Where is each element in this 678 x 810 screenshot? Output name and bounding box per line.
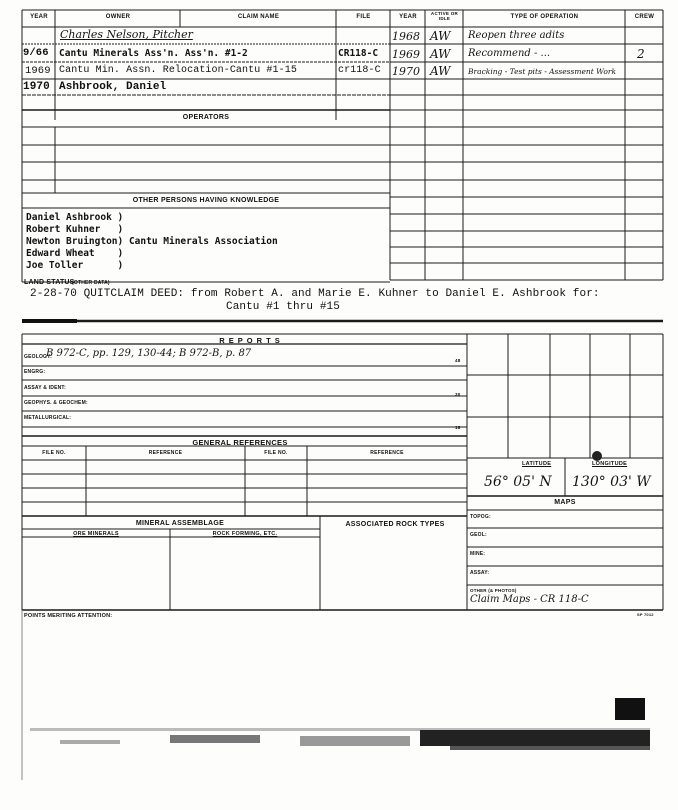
land-status-sublabel: (OTHER DATA)	[72, 280, 110, 286]
engrg-label: ENGRG:	[24, 369, 46, 375]
operators-heading: OPERATORS	[182, 114, 230, 121]
op-row-1-year: 1968	[392, 30, 420, 43]
maps-assay-label: ASSAY:	[470, 570, 490, 576]
latitude-label: LATITUDE	[522, 461, 552, 467]
knowledge-line: Joe Toller )	[26, 260, 124, 271]
scale-mark: 30	[455, 392, 461, 397]
maps-geol-label: GEOL:	[470, 532, 487, 538]
op-row-3-year: 1970	[392, 65, 420, 78]
scale-mark: 18	[455, 425, 461, 430]
knowledge-line: Edward Wheat )	[26, 248, 124, 259]
maps-mine-label: MINE:	[470, 551, 486, 557]
mineral-assemblage-heading: MINERAL ASSEMBLAGE	[135, 520, 225, 527]
map-pin-dot	[592, 451, 602, 461]
col-header-file: FILE	[356, 14, 371, 20]
general-references-heading: GENERAL REFERENCES	[192, 438, 288, 447]
land-status-line-1: 2-28-70 QUITCLAIM DEED: from Robert A. and Marie E. Kuhner to Daniel E. Ashbrook for:	[30, 288, 600, 300]
scan-smudge	[22, 319, 77, 323]
owner-row-4-claim: Ashbrook, Daniel	[59, 81, 167, 93]
knowledge-line: Newton Bruington) Cantu Minerals Association	[26, 236, 278, 247]
col-header-owner: OWNER	[105, 14, 131, 20]
ref-col-reference: REFERENCE	[148, 450, 183, 456]
ref-col-file-no-2: FILE NO.	[264, 450, 288, 456]
reports-heading: R E P O R T S	[219, 336, 281, 345]
associated-rock-types-header: ASSOCIATED ROCK TYPES	[345, 521, 445, 528]
knowledge-line: Robert Kuhner )	[26, 224, 124, 235]
longitude-value: 130° 03' W	[572, 474, 651, 490]
op-row-1-status: AW	[430, 29, 451, 43]
geology-value: B 972-C, pp. 129, 130-44; B 972-B, p. 87	[46, 348, 252, 359]
scan-noise-band	[30, 728, 650, 750]
assay-ident-label: ASSAY & IDENT:	[24, 385, 66, 391]
col-header-year: YEAR	[30, 14, 48, 20]
geophys-label: GEOPHYS. & GEOCHEM:	[24, 400, 88, 406]
owner-row-3-claim: Cantu Min. Assn. Relocation-Cantu #1-15	[59, 65, 297, 76]
owner-row-1: Charles Nelson, Pitcher	[60, 28, 193, 41]
owner-row-3-file: cr118-C	[338, 65, 381, 76]
knowledge-list	[26, 212, 278, 272]
owner-row-2-year: 9/66	[23, 47, 49, 59]
op-row-3-type: Bracking - Test pits - Assessment Work	[468, 67, 616, 76]
owner-row-2-claim: Cantu Minerals Ass'n. Ass'n. #1-2	[59, 48, 248, 59]
col-header-claim-name: CLAIM NAME	[237, 14, 280, 20]
points-meriting-attention-label: POINTS MERITING ATTENTION:	[24, 613, 113, 619]
maps-other-value: Claim Maps - CR 118-C	[470, 594, 589, 605]
land-status-line-2: Cantu #1 thru #15	[226, 301, 340, 313]
longitude-label: LONGITUDE	[592, 461, 628, 467]
op-row-1-type: Reopen three adits	[468, 30, 565, 41]
ref-col-file-no: FILE NO.	[42, 450, 66, 456]
op-row-2-status: AW	[430, 47, 451, 61]
form-number: SP 7012	[637, 612, 654, 617]
ref-col-reference-2: REFERENCE	[370, 450, 404, 456]
col-header-active-idle: ACTIVE OR IDLE	[430, 11, 459, 21]
op-row-2-type: Recommend - ...	[468, 48, 551, 59]
op-row-2-year: 1969	[392, 48, 420, 61]
knowledge-line: Daniel Ashbrook )	[26, 212, 124, 223]
op-row-3-status: AW	[430, 64, 451, 78]
maps-heading: MAPS	[554, 499, 576, 506]
owner-row-3-year: 1969	[25, 65, 51, 77]
col-header-crew: CREW	[634, 14, 655, 20]
col-header-type-of-operation: TYPE OF OPERATION	[510, 14, 579, 20]
ore-minerals-header: ORE MINERALS	[73, 531, 119, 537]
maps-other-label: OTHER (& PHOTOS)	[470, 588, 517, 593]
scan-smudge-block	[615, 698, 645, 720]
land-status-label: LAND STATUS	[24, 279, 75, 286]
maps-topog-label: TOPOG:	[470, 514, 491, 520]
op-row-2-crew: 2	[637, 47, 645, 61]
geology-label: GEOLOGY:	[24, 354, 53, 360]
metallurgical-label: METALLURGICAL:	[24, 415, 72, 421]
rock-forming-header: ROCK FORMING, ETC.	[212, 531, 278, 537]
scale-mark: 48	[455, 358, 461, 363]
col-header-year-ops: YEAR	[399, 14, 417, 20]
knowledge-heading: OTHER PERSONS HAVING KNOWLEDGE	[132, 197, 280, 204]
owner-row-4-year: 1970	[23, 81, 50, 93]
owner-row-2-file: CR118-C	[338, 48, 379, 59]
latitude-value: 56° 05' N	[484, 474, 552, 490]
